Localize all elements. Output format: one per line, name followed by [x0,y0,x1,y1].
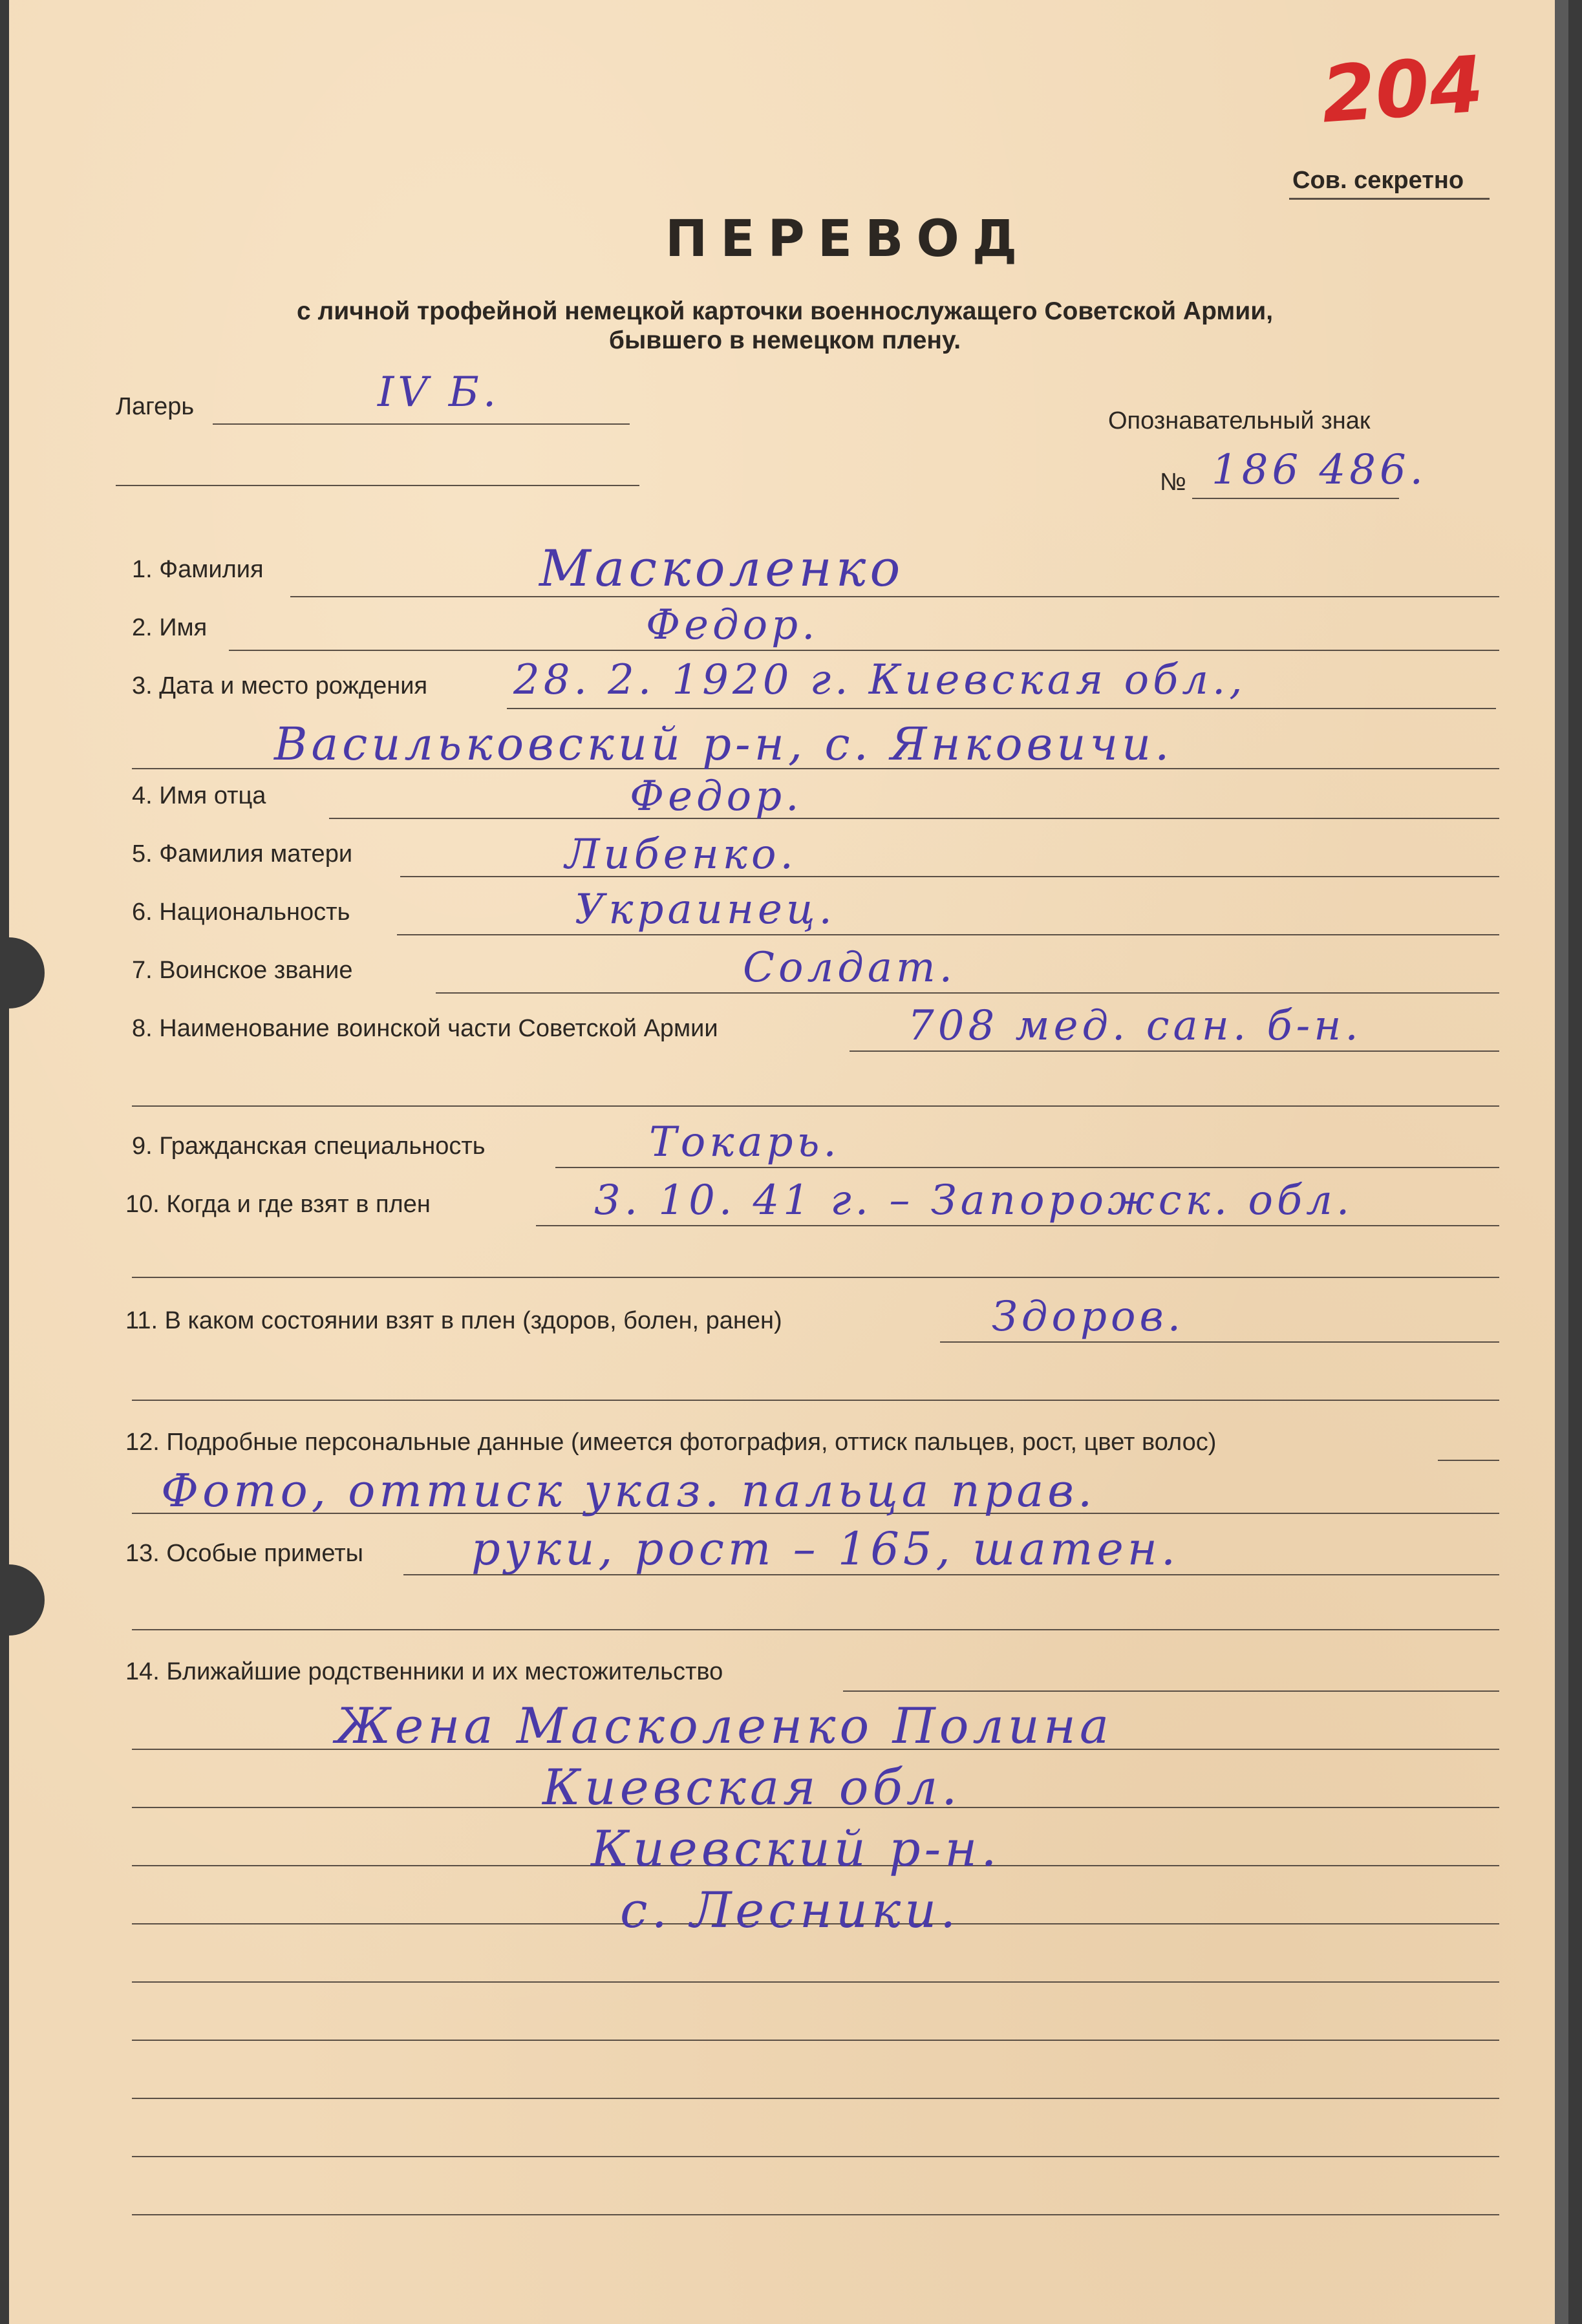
field-line-rank [436,992,1499,994]
field-value-special-marks: руки, рост – 165, шатен. [471,1522,1180,1575]
field-label-nationality: 6. Национальность [132,899,350,926]
field-label-unit: 8. Наименование воинской части Советской Армии [132,1015,718,1042]
classification-label: Сов. секретно [1292,167,1464,194]
field-value-captured: 3. 10. 41 г. – Запорожск. обл. [594,1177,1354,1224]
field-value-birth-2: Васильковский р-н, с. Янковичи. [274,718,1173,771]
field-value-name: Федор. [646,601,819,649]
field-line-condition [940,1341,1499,1343]
field-line-relatives-9 [132,2156,1499,2157]
field-value-relatives-line-1: Жена Масколенко Полина [336,1697,1113,1754]
subtitle-line-1: с личной трофейной немецкой карточки военнослужащего Советской Армии, [296,297,1274,325]
archive-number-stamp: 204 [1318,39,1487,141]
field-line-relatives [843,1690,1499,1692]
field-value-personal-data: Фото, оттиск указ. пальца прав. [161,1464,1096,1517]
field-value-condition: Здоров. [992,1293,1185,1341]
field-label-birth: 3. Дата и место рождения [132,672,428,699]
field-label-personal-data: 12. Подробные персональные данные (имеется фотография, оттиск пальцев, рост, цвет волос) [125,1429,1217,1456]
field-value-nationality: Украинец. [575,886,836,933]
field-value-mother: Либенко. [565,831,797,879]
field-label-father: 4. Имя отца [132,782,266,809]
id-tag-value: 186 486. [1212,446,1427,494]
field-label-mother: 5. Фамилия матери [132,840,353,868]
field-label-name: 2. Имя [132,614,208,641]
field-value-surname: Масколенко [539,540,904,598]
field-line-father [329,818,1499,819]
field-line-captured-2 [132,1277,1499,1278]
field-line-name [229,650,1499,651]
punch-hole-top [0,937,45,1008]
field-line-birth [507,708,1496,709]
camp-label: Лагерь [116,393,195,420]
field-line-relatives-8 [132,2098,1499,2099]
document-title: ПЕРЕВОД [665,210,1031,268]
page-edge [1555,0,1568,2324]
field-label-special-marks: 13. Особые приметы [125,1540,363,1567]
field-label-surname: 1. Фамилия [132,556,264,583]
camp-line [213,423,630,425]
field-line-personal-data [1438,1460,1499,1461]
field-value-rank: Солдат. [743,944,956,992]
camp-value: IV Б. [378,368,500,416]
field-value-father: Федор. [630,773,803,820]
field-value-profession: Токарь. [649,1118,840,1166]
field-value-birth: 28. 2. 1920 г. Киевская обл., [513,656,1246,704]
field-line-relatives-10 [132,2214,1499,2215]
id-tag-line [1192,498,1399,499]
field-line-condition-2 [132,1400,1499,1401]
field-value-unit: 708 мед. сан. б-н. [908,1002,1362,1050]
field-label-condition: 11. В каком состоянии взят в плен (здоров, болен, ранен) [125,1307,782,1334]
id-tag-label: Опознавательный знак [1108,407,1371,434]
field-line-special-marks-2 [132,1629,1499,1630]
field-label-profession: 9. Гражданская специальность [132,1133,486,1160]
camp-line-2 [116,485,639,486]
field-line-profession [555,1167,1499,1168]
punch-hole-bottom [0,1564,45,1636]
field-line-nationality [397,934,1499,935]
classification-underline [1289,198,1490,200]
subtitle-line-2: бывшего в немецком плену. [608,326,961,354]
field-label-rank: 7. Воинское звание [132,957,353,984]
field-line-relatives-7 [132,2040,1499,2041]
document-sheet [9,0,1568,2324]
field-value-relatives-line-2: Киевская обл. [542,1758,961,1816]
field-line-relatives-6 [132,1981,1499,1983]
field-value-relatives-line-4: с. Лесники. [620,1881,960,1939]
field-line-captured [536,1225,1499,1226]
field-value-relatives-line-3: Киевский р-н. [591,1820,1001,1877]
id-tag-number-sign: № [1160,469,1186,496]
field-line-unit-2 [132,1105,1499,1107]
field-line-unit [850,1050,1499,1052]
field-label-captured: 10. Когда и где взят в плен [125,1191,431,1218]
field-label-relatives: 14. Ближайшие родственники и их местожительство [125,1658,723,1685]
